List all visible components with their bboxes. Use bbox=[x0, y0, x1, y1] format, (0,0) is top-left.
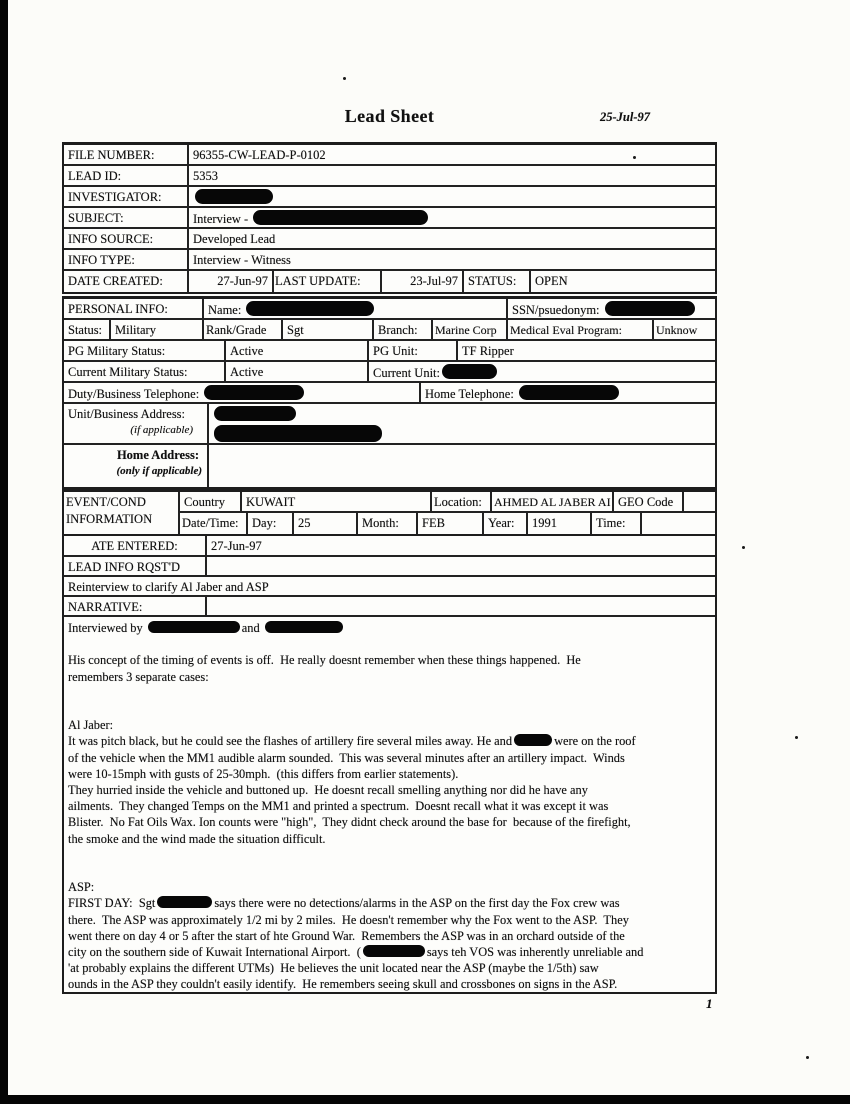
pg-status-value: Active bbox=[226, 341, 369, 360]
lead-id-label: LEAD ID: bbox=[64, 166, 189, 185]
home-phone-field: Home Telephone: bbox=[421, 383, 715, 402]
location-label: Location: bbox=[432, 492, 492, 511]
unit-address-note: (if applicable) bbox=[130, 424, 193, 436]
narrative-line: there. The ASP was approximately 1/2 mi by 2 miles. He doesn't remember why the Fox went to the ASP. They bbox=[68, 912, 629, 927]
redaction-bar bbox=[442, 364, 497, 379]
lead-id-value: 5353 bbox=[193, 169, 218, 183]
narrative-line: Blister. No Fat Oils Wax. Ion counts were "high", They didnt check around the base for because of the firefight, bbox=[68, 815, 631, 830]
telephones-row bbox=[64, 383, 715, 404]
datetime-label: Date/Time: bbox=[180, 513, 248, 534]
info-source-row bbox=[64, 229, 715, 250]
narrative-line: of the vehicle when the MM1 audible alarm sounded. This was several minutes after an artillery impact. Winds bbox=[68, 750, 625, 765]
request-text: Reinterview to clarify Al Jaber and ASP bbox=[68, 580, 269, 594]
redaction-bar bbox=[204, 385, 304, 400]
redaction-bar bbox=[253, 210, 428, 225]
info-source-label: INFO SOURCE: bbox=[64, 229, 189, 248]
info-type-row bbox=[64, 250, 715, 271]
subject-row bbox=[64, 208, 715, 229]
narrative-line: FIRST DAY: Sgt says there were no detections/alarms in the ASP on the first day the Fox crew was bbox=[68, 896, 620, 911]
home-address-label: Home Address: bbox=[116, 448, 199, 462]
mil-status-label: Status: bbox=[64, 320, 111, 339]
day-value: 25 bbox=[294, 513, 358, 534]
year-value: 1991 bbox=[528, 513, 592, 534]
page-number: 1 bbox=[706, 996, 713, 1011]
narrative-line: the smoke and the wind made the situation difficult. bbox=[68, 831, 326, 846]
time-label: Time: bbox=[592, 513, 642, 534]
redaction-bar bbox=[214, 425, 382, 442]
medical-value: Unknow bbox=[656, 323, 698, 337]
pg-unit-label: PG Unit: bbox=[369, 341, 458, 360]
event-location-row bbox=[180, 492, 715, 513]
last-update-label: LAST UPDATE: bbox=[274, 271, 382, 292]
info-type-label: INFO TYPE: bbox=[64, 250, 189, 269]
redaction-bar bbox=[157, 896, 212, 908]
scan-edge-bottom bbox=[0, 1095, 850, 1104]
scan-speck bbox=[806, 1056, 809, 1059]
tracking-table bbox=[62, 536, 717, 994]
redaction-bar bbox=[605, 301, 695, 316]
redaction-bar bbox=[265, 621, 343, 633]
status-value: OPEN bbox=[535, 274, 568, 288]
current-status-value: Active bbox=[226, 362, 369, 381]
ssn-field: SSN/psuedonym: bbox=[508, 299, 715, 318]
lead-summary-table bbox=[62, 142, 717, 294]
dates-status-row bbox=[64, 271, 715, 292]
year-label: Year: bbox=[484, 513, 528, 534]
file-number-value: 96355-CW-LEAD-P-0102 bbox=[193, 148, 326, 162]
narrative-line: ounds in the ASP they couldn't easily identify. He remembers seeing skull and crossbones on signs in the ASP. bbox=[68, 977, 618, 992]
personal-info-label: PERSONAL INFO: bbox=[64, 299, 204, 318]
narrative-line bbox=[68, 863, 710, 879]
date-entered-label: ATE ENTERED: bbox=[64, 536, 207, 555]
info-type-value: Interview - Witness bbox=[193, 253, 291, 267]
scan-speck bbox=[633, 156, 636, 159]
narrative-line bbox=[68, 701, 710, 717]
status-label: STATUS: bbox=[464, 271, 531, 292]
scan-speck bbox=[742, 546, 745, 549]
narrative-line: city on the southern side of Kuwait International Airport. ( says teh VOS was inherently unreliable and bbox=[68, 944, 644, 959]
month-value: FEB bbox=[418, 513, 484, 534]
narrative-line bbox=[68, 847, 710, 863]
branch-value: Marine Corp bbox=[433, 320, 508, 339]
name-ssn-row bbox=[64, 299, 715, 320]
investigator-label: INVESTIGATOR: bbox=[64, 187, 189, 206]
narrative-line: Interviewed by and bbox=[68, 620, 710, 636]
date-entered-value: 27-Jun-97 bbox=[211, 539, 262, 553]
country-label: Country bbox=[180, 492, 242, 511]
name-field: Name: bbox=[204, 299, 508, 318]
current-unit-field: Current Unit: bbox=[369, 362, 715, 381]
narrative-line: ASP: bbox=[68, 880, 95, 895]
document-date: 25-Jul-97 bbox=[600, 110, 650, 124]
lead-id-row bbox=[64, 166, 715, 187]
medical-label: Medical Eval Program: bbox=[508, 320, 654, 339]
narrative-line: were 10-15mph with gusts of 25-30mph. (this differs from earlier statements). bbox=[68, 766, 459, 781]
date-created-label: DATE CREATED: bbox=[64, 271, 189, 292]
narrative-line: His concept of the timing of events is off. He really doesnt remember when these things happened. He bbox=[68, 653, 581, 668]
location-value: AHMED AL JABER AI bbox=[492, 492, 614, 511]
scan-edge-left bbox=[0, 0, 8, 1104]
narrative-label-row bbox=[64, 597, 715, 617]
event-datetime-row bbox=[180, 513, 715, 534]
last-update-value: 23-Jul-97 bbox=[382, 271, 464, 292]
mil-status-value: Military bbox=[111, 320, 204, 339]
time-value bbox=[642, 513, 715, 534]
narrative-line: remembers 3 separate cases: bbox=[68, 669, 209, 684]
home-address-value bbox=[209, 445, 715, 487]
unit-address-label-cell bbox=[64, 404, 209, 443]
rank-value: Sgt bbox=[283, 320, 374, 339]
redaction-bar bbox=[214, 406, 296, 421]
redaction-bar bbox=[514, 734, 552, 746]
scan-speck bbox=[343, 77, 346, 80]
investigator-row bbox=[64, 187, 715, 208]
month-label: Month: bbox=[358, 513, 418, 534]
current-status-row bbox=[64, 362, 715, 383]
geo-code-label: GEO Code bbox=[614, 492, 684, 511]
subject-value: Interview - bbox=[189, 208, 715, 227]
duty-phone-field: Duty/Business Telephone: bbox=[64, 383, 421, 402]
event-info-table bbox=[62, 489, 717, 537]
geo-code-value bbox=[684, 492, 715, 511]
narrative-line: 'at probably explains the different UTMs) He believes the unit located near the ASP (maybe the 1/5th) saw bbox=[68, 961, 599, 976]
narrative-line bbox=[68, 685, 710, 701]
event-fields bbox=[180, 492, 715, 534]
info-source-value: Developed Lead bbox=[193, 232, 276, 246]
scan-speck bbox=[795, 736, 798, 739]
narrative-label-spacer bbox=[207, 597, 715, 615]
branch-label: Branch: bbox=[374, 320, 433, 339]
lead-info-rqstd-value bbox=[207, 557, 715, 575]
rank-label: Rank/Grade bbox=[204, 320, 283, 339]
date-entered-row bbox=[64, 536, 715, 557]
file-number-label: FILE NUMBER: bbox=[64, 145, 189, 164]
document-title: Lead Sheet bbox=[344, 106, 435, 126]
narrative-line: It was pitch black, but he could see the flashes of artillery fire several miles away. He and were on the roof bbox=[68, 734, 636, 749]
home-address-label-cell bbox=[64, 445, 209, 487]
country-value: KUWAIT bbox=[242, 492, 432, 511]
subject-label: SUBJECT: bbox=[64, 208, 189, 227]
current-status-label: Current Military Status: bbox=[64, 362, 226, 381]
request-text-row bbox=[64, 577, 715, 597]
pg-unit-value: TF Ripper bbox=[462, 344, 514, 358]
narrative-line: Al Jaber: bbox=[68, 718, 114, 733]
redaction-bar bbox=[148, 621, 240, 633]
redaction-bar bbox=[246, 301, 374, 316]
narrative-box bbox=[64, 617, 715, 992]
pg-status-row bbox=[64, 341, 715, 362]
unit-address-row bbox=[64, 404, 715, 445]
narrative-label: NARRATIVE: bbox=[64, 597, 207, 615]
narrative-line bbox=[68, 636, 710, 652]
redaction-bar bbox=[195, 189, 273, 204]
narrative-line: went there on day 4 or 5 after the start of hte Ground War. Remembers the ASP was in an orchard outside of the bbox=[68, 928, 625, 943]
event-section-label: EVENT/COND INFORMATION bbox=[64, 492, 180, 534]
personal-info-table bbox=[62, 296, 717, 490]
file-number-row bbox=[64, 145, 715, 166]
unit-address-label: Unit/Business Address: bbox=[68, 407, 186, 421]
narrative-line: ailments. They changed Temps on the MM1 and printed a spectrum. Doesnt recall what it was except it was bbox=[68, 799, 609, 814]
lead-info-rqstd-row bbox=[64, 557, 715, 577]
lead-info-rqstd-label: LEAD INFO RQST'D bbox=[64, 557, 207, 575]
home-address-note: (only if applicable) bbox=[116, 465, 202, 477]
date-created-value: 27-Jun-97 bbox=[189, 271, 274, 292]
redaction-bar bbox=[363, 945, 425, 957]
narrative-line: They hurried inside the vehicle and buttoned up. He doesnt recall smelling anything nor did he have any bbox=[68, 782, 588, 797]
day-label: Day: bbox=[248, 513, 294, 534]
investigator-value bbox=[189, 187, 715, 206]
unit-address-value bbox=[209, 404, 715, 443]
redaction-bar bbox=[519, 385, 619, 400]
status-rank-row bbox=[64, 320, 715, 341]
pg-status-label: PG Military Status: bbox=[64, 341, 226, 360]
home-address-row bbox=[64, 445, 715, 487]
